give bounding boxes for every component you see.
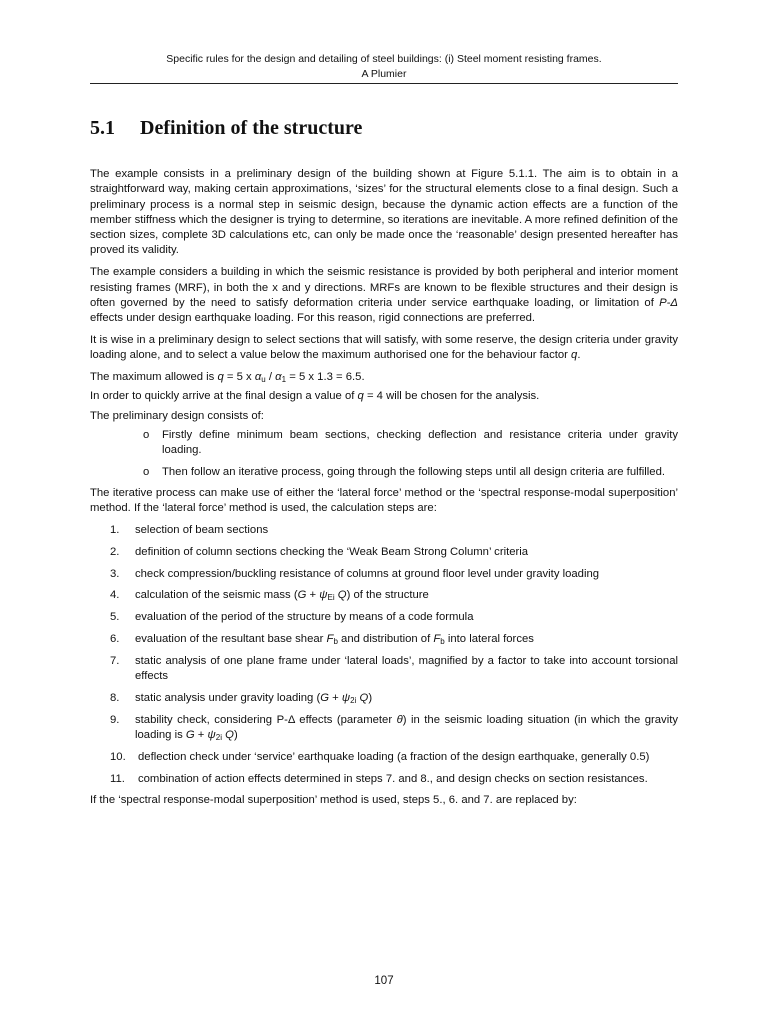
text-run: The example considers a building in which the seismic resistance is provided by both peripheral and interior moment resisting frames (MRF), in both the x and y directions. MRFs are known to be flexible structures and their design is often governed by the need to satisfy deformation criteria under service earthquake loading, or limitation of (90, 266, 678, 309)
step-text: definition of column sections checking the ‘Weak Beam Strong Column’ criteria (135, 545, 529, 558)
step-number: 5. (110, 611, 120, 624)
section-number: 5.1 (90, 117, 115, 139)
step-text: combination of action effects determined in steps 7. and 8., and design checks on section resistances. (138, 772, 648, 785)
q-symbol: q (357, 390, 364, 403)
subscript: 2i (215, 732, 223, 742)
step-text: ) (368, 691, 373, 704)
q-symbol: q (571, 349, 578, 362)
alpha-symbol: α (254, 371, 262, 384)
q-symbol: Q (225, 728, 234, 741)
bullet-list (90, 428, 678, 480)
step-number: 8. (110, 691, 120, 704)
list-item (90, 654, 678, 685)
text-run: / (265, 371, 276, 384)
step-number: 9. (110, 713, 120, 726)
step-text: static analysis of one plane frame under ‘lateral loads’, magnified by a factor to take into account torsional effects (135, 654, 678, 683)
text-run: = 4 will be chosen for the analysis. (363, 390, 540, 403)
step-number: 2. (110, 545, 120, 558)
subscript: 2i (350, 695, 357, 705)
step-number: 3. (110, 567, 120, 580)
subscript: u (261, 375, 266, 385)
list-item (90, 610, 678, 625)
q-symbol: Q (337, 589, 347, 602)
running-header-title: Specific rules for the design and detailing of steel buildings: (i) Steel moment resisting frames. (166, 53, 602, 65)
text-run: In order to quickly arrive at the final design a value of (90, 390, 358, 403)
list-item (90, 465, 678, 480)
text-run: effects under design earthquake loading. For this reason, rigid connections are preferred. (90, 312, 536, 325)
list-item (90, 545, 678, 560)
list-item (90, 567, 678, 582)
step-number: 6. (110, 632, 120, 645)
list-item (90, 632, 678, 647)
step-text: evaluation of the period of the structure by means of a code formula (135, 611, 474, 624)
subscript: 1 (281, 375, 287, 385)
paragraph-mrf (90, 265, 678, 326)
step-number: 7. (110, 654, 120, 667)
paragraph-intro: The example consists in a preliminary design of the building shown at Figure 5.1.1. The aim is to obtain in a straightforward way, making certain approximations, ‘sizes’ for the structural elements close to a final design. Such a preliminary process is a normal step in seismic design, because the dynamic action effects are a function of the member stiffness which the designer is trying to determine, so iterations are inevitable. A more refined definition of the section sizes, complete 3D calculations etc, can only be made once the ‘reasonable’ design presented hereafter has proved its validity. (90, 168, 678, 257)
step-text: ) in the seismic loading situation (in which the gravity loading is (135, 713, 679, 741)
text-run: + (329, 691, 342, 704)
theta-symbol: θ (396, 713, 403, 726)
bullet-text: Firstly define minimum beam sections, checking deflection and resistance criteria under gravity loading. (162, 428, 678, 457)
text-run: . (577, 349, 581, 362)
g-symbol: G (297, 589, 307, 602)
text-run: The maximum allowed is (90, 371, 218, 384)
step-text: static analysis under gravity loading ( (135, 691, 321, 704)
step-text: check compression/buckling resistance of columns at ground floor level under gravity loading (135, 567, 600, 580)
step-text: ) (233, 728, 238, 741)
step-text: evaluation of the resultant base shear (135, 632, 327, 645)
step-text: selection of beam sections (135, 523, 269, 536)
psi-symbol: ψ (207, 728, 216, 741)
list-item (90, 713, 678, 744)
list-item (90, 750, 678, 765)
list-item (90, 523, 678, 538)
list-item (90, 691, 678, 706)
step-text: deflection check under ‘service’ earthquake loading (a fraction of the design earthquake, generally 0.5) (138, 750, 650, 763)
f-symbol: F (433, 632, 441, 645)
calculation-steps-list (90, 523, 678, 787)
list-item (90, 772, 678, 787)
step-number: 1. (110, 523, 120, 536)
section-heading (90, 115, 362, 141)
step-number: 11. (110, 772, 125, 785)
bullet-text: Then follow an iterative process, going through the following steps until all design criteria are fulfilled. (162, 465, 665, 478)
g-symbol: G (185, 728, 195, 741)
text-run: + (194, 728, 208, 741)
text-run: It is wise in a preliminary design to select sections that will satisfy, with some reserve, the design criteria under gravity loading alone, and to select a value below the maximum authorised one for the behaviour factor (90, 333, 678, 362)
step-text: and distribution of (337, 632, 434, 645)
running-header (90, 52, 678, 82)
section-title: Definition of the structure (140, 117, 363, 139)
paragraph-behaviour-factor (90, 333, 678, 364)
p-delta-symbol: P-Δ (659, 296, 678, 309)
f-symbol: F (326, 632, 334, 645)
text-run: = 5 x 1.3 = 6.5. (286, 371, 365, 384)
step-text: calculation of the seismic mass ( (135, 589, 298, 602)
step-number: 10. (110, 750, 126, 763)
step-text: into lateral forces (444, 632, 534, 645)
step-number: 4. (110, 589, 120, 602)
list-item (90, 428, 678, 459)
paragraph-modal-superposition: If the ‘spectral response-modal superposition’ method is used, steps 5., 6. and 7. are replaced by: (90, 794, 577, 807)
page-number: 107 (374, 975, 394, 987)
g-symbol: G (320, 691, 330, 704)
text-run: + (306, 589, 320, 602)
step-text: ) of the structure (346, 589, 429, 602)
paragraph-iterative-process: The iterative process can make use of either the ‘lateral force’ method or the ‘spectral response-modal superposition’ method. If the ‘lateral force’ method is used, the calculation steps are: (90, 486, 678, 515)
alpha-symbol: α (275, 371, 282, 384)
q-symbol: Q (359, 691, 369, 704)
paragraph-preliminary-design: The preliminary design consists of: (90, 409, 264, 422)
body-text (90, 167, 678, 815)
step-text: stability check, considering P-Δ effects (parameter (135, 713, 397, 726)
subscript: Ei (327, 593, 335, 603)
running-header-author: A Plumier (361, 68, 407, 80)
subscript: b (333, 636, 338, 646)
psi-symbol: ψ (341, 691, 351, 704)
header-rule (90, 83, 678, 84)
bullet-marker: o (143, 465, 150, 478)
list-item (90, 588, 678, 603)
psi-symbol: ψ (319, 589, 328, 602)
q-symbol: q (217, 371, 224, 384)
paragraph-chosen-q (90, 389, 678, 404)
paragraph-max-q (90, 370, 678, 385)
text-run: = 5 x (223, 371, 255, 384)
bullet-marker: o (143, 428, 150, 441)
subscript: b (440, 636, 445, 646)
